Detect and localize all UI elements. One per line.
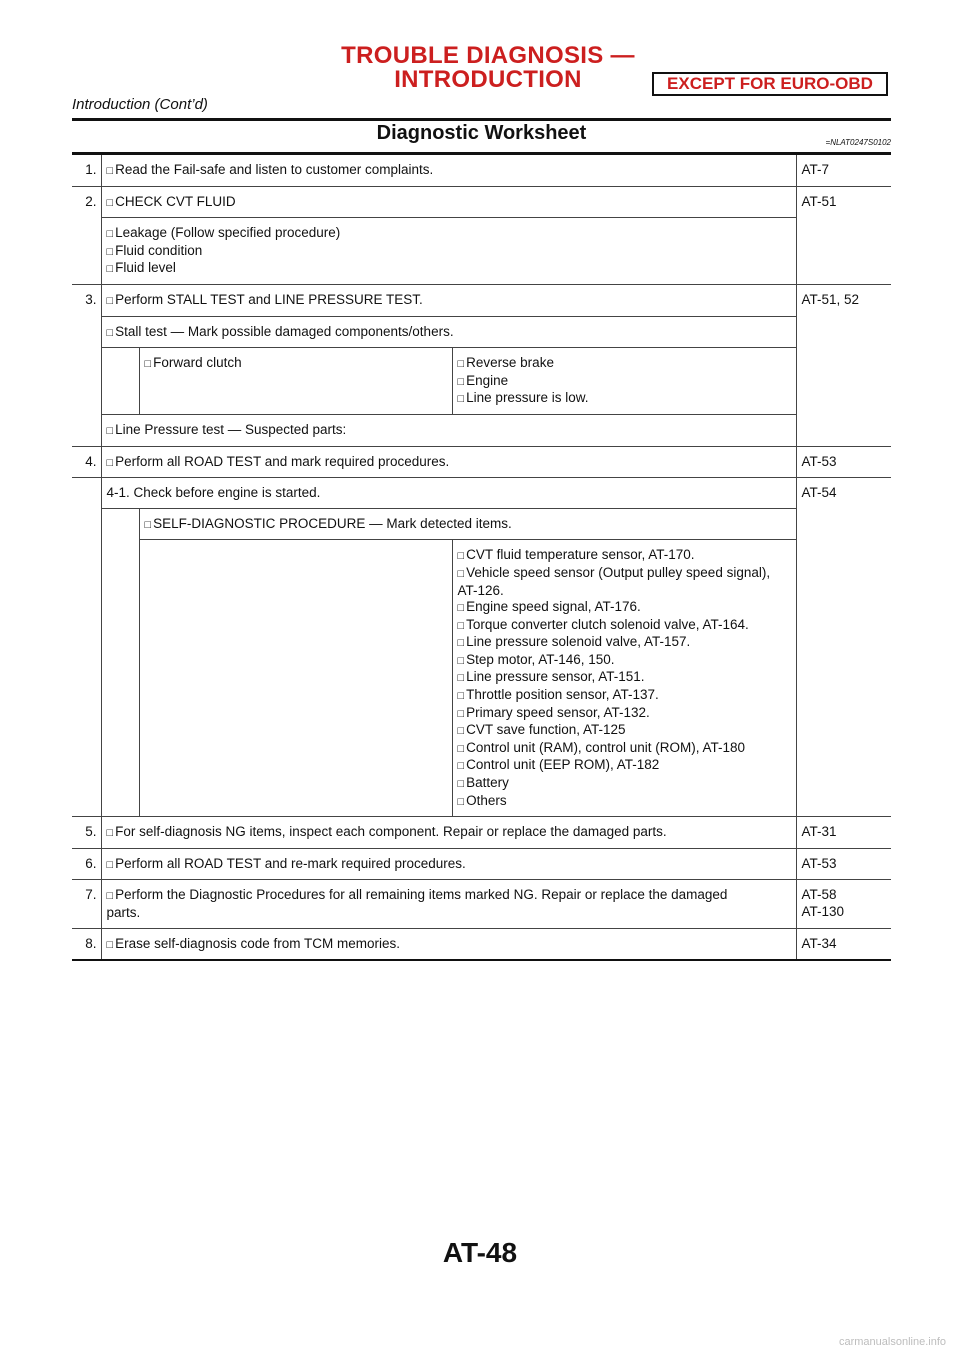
checkbox-icon[interactable]: □ (106, 245, 114, 258)
table-row (72, 155, 891, 186)
step-text-line2: parts. (106, 905, 141, 920)
list-item: □ Control unit (EEP ROM), AT-182 (457, 757, 660, 773)
table-row (72, 186, 891, 218)
checkbox-icon[interactable]: □ (106, 326, 114, 339)
step-text: Perform all ROAD TEST and re-mark required procedures. (115, 855, 466, 871)
list-item: □ Fluid condition (106, 242, 203, 258)
table-row (72, 414, 891, 446)
stall-right-items (452, 348, 796, 415)
checkbox-icon[interactable]: □ (144, 358, 152, 371)
checkbox-icon[interactable]: □ (106, 456, 114, 469)
checkbox-icon[interactable]: □ (106, 858, 114, 871)
line-pressure-test-text: Line Pressure test — Suspected parts: (115, 421, 347, 437)
table-row (72, 316, 891, 348)
list-item: □ Line pressure solenoid valve, AT-157. (457, 634, 691, 650)
list-item: □ Engine speed signal, AT-176. (457, 599, 641, 615)
table-row (72, 348, 891, 415)
table-row (72, 218, 891, 285)
step-text: CHECK CVT FLUID (115, 193, 236, 209)
list-item: □ Reverse brake (457, 355, 554, 371)
list-item: □ Others (457, 792, 507, 808)
checkbox-icon[interactable]: □ (144, 518, 152, 531)
list-item: □ Control unit (RAM), control unit (ROM), AT-180 (457, 739, 745, 755)
checkbox-icon[interactable]: □ (106, 196, 114, 209)
list-item: □ Step motor, AT-146, 150. (457, 651, 615, 667)
stall-test-text: Stall test — Mark possible damaged components/others. (115, 323, 454, 339)
page-number: AT-48 (442, 1237, 518, 1268)
step-number: 3. (72, 284, 101, 446)
checkbox-icon[interactable]: □ (457, 795, 465, 808)
step-reference: AT-51, 52 (796, 284, 891, 446)
checkbox-icon[interactable]: □ (457, 550, 465, 563)
indent-cell (72, 478, 101, 817)
step-text: Perform STALL TEST and LINE PRESSURE TEST. (115, 291, 423, 307)
section-title-line2: INTRODUCTION (394, 66, 582, 93)
checkbox-icon[interactable]: □ (457, 619, 465, 632)
list-item: □ CVT fluid temperature sensor, AT-170. (457, 547, 695, 563)
worksheet-title: Diagnostic Worksheet (376, 122, 587, 144)
table-row (72, 817, 891, 849)
step-number: 2. (72, 186, 101, 284)
section-subtitle: Introduction (Cont’d) (72, 96, 208, 113)
list-item: □ Primary speed sensor, AT-132. (457, 704, 650, 720)
table-row (72, 508, 891, 540)
checkbox-icon[interactable]: □ (106, 890, 114, 903)
list-item: □ CVT save function, AT-125 (457, 722, 626, 738)
table-row (72, 880, 891, 928)
table-row (72, 284, 891, 316)
checkbox-icon[interactable]: □ (106, 294, 114, 307)
checkbox-icon[interactable]: □ (106, 165, 114, 177)
substep-text: Check before engine is started. (133, 485, 321, 501)
checkbox-icon[interactable]: □ (457, 637, 465, 650)
checkbox-icon[interactable]: □ (457, 602, 465, 615)
list-item: □ Throttle position sensor, AT-137. (457, 687, 659, 703)
checkbox-icon[interactable]: □ (457, 690, 465, 703)
list-item: □ Engine (457, 372, 509, 388)
step-text-line1: Perform the Diagnostic Procedures for all remaining items marked NG. Repair or replace the damaged (115, 887, 728, 903)
list-item: □ Vehicle speed sensor (Output pulley speed signal), AT-126. (457, 564, 771, 598)
step-reference: AT-31 (796, 817, 891, 849)
step-number: 5. (72, 817, 101, 849)
checkbox-icon[interactable]: □ (106, 263, 114, 276)
table-row (72, 540, 891, 817)
ref-line2: AT-130 (801, 904, 845, 919)
checkbox-icon[interactable]: □ (106, 827, 114, 840)
indent-cell (101, 508, 139, 817)
step-number: 1. (72, 155, 101, 186)
scope-badge: EXCEPT FOR EURO-OBD (652, 72, 888, 96)
stall-left-items (139, 348, 452, 415)
list-item: □ Battery (457, 775, 509, 791)
list-item: □ Line pressure is low. (457, 390, 589, 406)
step-reference (796, 880, 891, 928)
checkbox-icon[interactable]: □ (457, 707, 465, 720)
checkbox-icon[interactable]: □ (457, 725, 465, 738)
list-item: □ Line pressure sensor, AT-151. (457, 669, 645, 685)
step-number: 8. (72, 928, 101, 960)
table-row (72, 928, 891, 960)
step-reference: AT-54 (796, 478, 891, 817)
checkbox-icon[interactable]: □ (457, 742, 465, 755)
ref-line1: AT-58 (801, 887, 837, 903)
checkbox-icon[interactable]: □ (106, 424, 114, 437)
checkbox-icon[interactable]: □ (457, 760, 465, 773)
list-item: □ Leakage (Follow specified procedure) (106, 225, 341, 241)
table-row (72, 478, 891, 509)
checkbox-icon[interactable]: □ (457, 393, 465, 406)
step-text: Perform all ROAD TEST and mark required procedures. (115, 453, 450, 469)
checkbox-icon[interactable]: □ (457, 672, 465, 685)
checkbox-icon[interactable]: □ (457, 654, 465, 667)
indent-cell (101, 348, 139, 415)
section-title-line1: TROUBLE DIAGNOSIS — (341, 42, 635, 69)
section-title (328, 44, 648, 92)
checkbox-icon[interactable]: □ (106, 228, 114, 241)
list-item: □ Torque converter clutch solenoid valve, AT-164. (457, 616, 749, 632)
fluid-checklist (101, 218, 796, 285)
indent-cell (139, 540, 452, 817)
worksheet-ref-code: =NLAT0247S0102 (825, 138, 891, 147)
step-reference: AT-7 (796, 155, 891, 186)
header-rule (72, 118, 891, 121)
list-item: □ Forward clutch (144, 355, 242, 371)
step-number: 4. (72, 446, 101, 478)
diagnostic-worksheet-table (72, 155, 891, 961)
checkbox-icon[interactable]: □ (457, 375, 465, 388)
self-diag-text: SELF-DIAGNOSTIC PROCEDURE — Mark detected items. (153, 515, 512, 531)
step-number: 6. (72, 848, 101, 880)
step-text: Read the Fail-safe and listen to customer complaints. (115, 162, 434, 177)
table-row (72, 446, 891, 478)
checkbox-icon[interactable]: □ (457, 567, 465, 580)
checkbox-icon[interactable]: □ (106, 938, 114, 951)
step-number: 7. (72, 880, 101, 928)
step-reference: AT-53 (796, 446, 891, 478)
step-reference: AT-53 (796, 848, 891, 880)
step-reference: AT-51 (796, 186, 891, 284)
self-diag-items (452, 540, 796, 817)
table-row (72, 848, 891, 880)
checkbox-icon[interactable]: □ (457, 358, 465, 371)
step-reference: AT-34 (796, 928, 891, 960)
substep-number: 4-1. (106, 485, 130, 501)
list-item: □ Fluid level (106, 260, 176, 276)
checkbox-icon[interactable]: □ (457, 778, 465, 791)
watermark: carmanualsonline.info (838, 1336, 946, 1348)
step-text: For self-diagnosis NG items, inspect each component. Repair or replace the damaged parts. (115, 824, 667, 840)
step-text: Erase self-diagnosis code from TCM memories. (115, 935, 401, 951)
